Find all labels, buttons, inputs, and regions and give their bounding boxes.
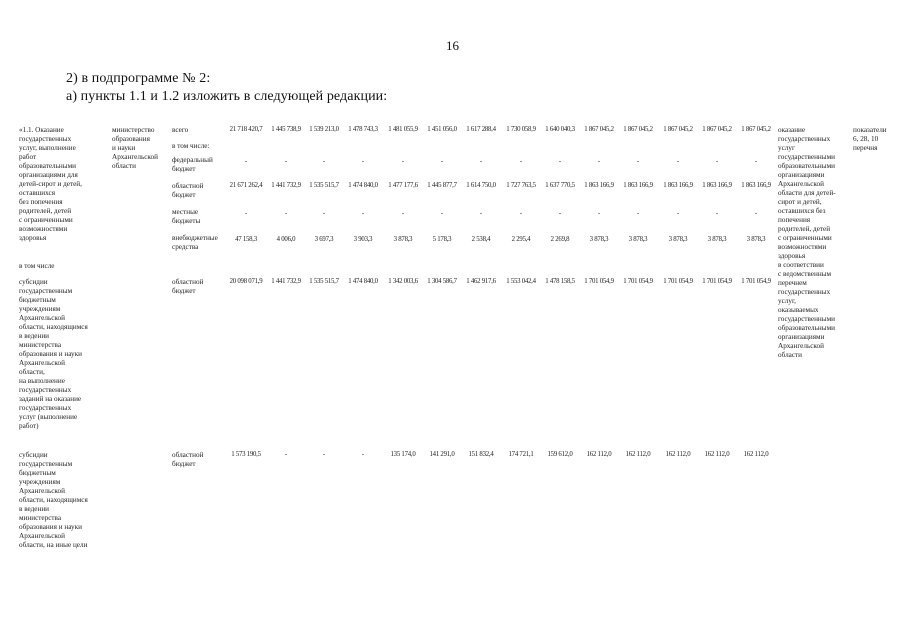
row1-extrabudgetary-cell: 5 178,3 [432, 236, 452, 243]
row1-total-cell: 1 445 738,9 [271, 126, 301, 133]
row2-cell: 1 701 054,9 [702, 278, 732, 285]
row3-cell: - [361, 451, 365, 458]
row1-federal-cell: - [244, 158, 248, 165]
row3-cell: 162 112,0 [743, 451, 769, 458]
row1-name: «1.1. Оказание государственных услуг, выполнение работ образовательными организациями для детей-сирот и детей, оставшихся без попечения родителей, детей с ограниченными возможностями здоровья [19, 126, 82, 242]
row1-total-cell: 1 539 213,0 [309, 126, 339, 133]
row1-source-including: в том числе: [172, 142, 210, 150]
row1-total-cell: 1 867 045,2 [663, 126, 693, 133]
row1-total-cell: 1 451 056,0 [427, 126, 457, 133]
row1-extrabudgetary-cell: 3 878,3 [668, 236, 688, 243]
row1-local-cell: - [636, 210, 640, 217]
row1-federal-cell: - [754, 158, 758, 165]
row1-total-cell: 1 867 045,2 [584, 126, 614, 133]
row1-extrabudgetary-cell: 3 903,3 [353, 236, 373, 243]
row1-regional-cell: 1 863 166,9 [741, 182, 771, 189]
row1-local-cell: - [597, 210, 601, 217]
row3-source: областной бюджет [172, 451, 204, 468]
row3-cell: 162 112,0 [704, 451, 730, 458]
row3-cell: - [284, 451, 288, 458]
row3-cell: 162 112,0 [586, 451, 612, 458]
row1-indicators: показатели 6, 28, 10 перечня [853, 126, 887, 152]
row1-regional-cell: 1 863 166,9 [584, 182, 614, 189]
row2-cell: 1 701 054,9 [741, 278, 771, 285]
row1-federal-cell: - [284, 158, 288, 165]
row2-cell: 1 701 054,9 [623, 278, 653, 285]
row1-regional-cell: 21 671 262,4 [229, 182, 263, 189]
row3-cell: 162 112,0 [625, 451, 651, 458]
row1-local-cell: - [676, 210, 680, 217]
row2-cell: 1 304 586,7 [427, 278, 457, 285]
row2-cell: 1 478 158,5 [545, 278, 575, 285]
row2-cell: 1 701 054,9 [584, 278, 614, 285]
row3-name: субсидии государственным бюджетным учреждениям Архангельской области, находящимся в ведении министерства образования и науки Архангельской области, на иные цели [19, 451, 88, 549]
row2-name: субсидии государственным бюджетным учреждениям Архангельской области, находящимся в ведении министерства образования и науки Архангельской области, на выполнение государственных заданий на оказание государственных услуг (выполнение работ) [19, 278, 88, 430]
row3-cell: 151 832,4 [468, 451, 494, 458]
row1-federal-cell: - [401, 158, 405, 165]
row1-extrabudgetary-cell: 3 878,3 [746, 236, 766, 243]
row3-cell: - [322, 451, 326, 458]
row1-total-cell: 1 617 288,4 [466, 126, 496, 133]
row2-cell: 1 342 003,6 [388, 278, 418, 285]
row1-local-cell: - [519, 210, 523, 217]
row1-total-cell: 1 640 040,3 [545, 126, 575, 133]
row1-regional-cell: 1 445 877,7 [427, 182, 457, 189]
row1-local-cell: - [361, 210, 365, 217]
row1-total-cell: 1 867 045,2 [702, 126, 732, 133]
row1-extrabudgetary-cell: 3 878,3 [393, 236, 413, 243]
row1-regional-cell: 1 863 166,9 [663, 182, 693, 189]
row1-total-cell: 1 730 058,9 [506, 126, 536, 133]
row1-local-cell: - [754, 210, 758, 217]
row1-source-local: местные бюджеты [172, 208, 201, 225]
row1-regional-cell: 1 474 840,0 [348, 182, 378, 189]
row1-regional-cell: 1 477 177,6 [388, 182, 418, 189]
row1-local-cell: - [558, 210, 562, 217]
row1-federal-cell: - [636, 158, 640, 165]
row2-cell: 1 553 042,4 [506, 278, 536, 285]
row1-local-cell: - [401, 210, 405, 217]
row2-cell: 1 474 840,0 [348, 278, 378, 285]
row1-federal-cell: - [479, 158, 483, 165]
row3-cell: 135 174,0 [390, 451, 416, 458]
row1-extrabudgetary-cell: 3 878,3 [707, 236, 727, 243]
row1-extrabudgetary-cell: 2 295,4 [511, 236, 531, 243]
row1-federal-cell: - [715, 158, 719, 165]
row1-local-cell: - [440, 210, 444, 217]
row1-total-cell: 1 478 743,3 [348, 126, 378, 133]
heading-subprogram: 2) в подпрограмме № 2: [66, 71, 211, 86]
row1-extrabudgetary-cell: 3 878,3 [589, 236, 609, 243]
row1-local-cell: - [479, 210, 483, 217]
row1-federal-cell: - [519, 158, 523, 165]
row2-source: областной бюджет [172, 278, 204, 295]
row1-regional-cell: 1 637 770,5 [545, 182, 575, 189]
row3-cell: 1 573 190,5 [231, 451, 261, 458]
row1-total-cell: 1 867 045,2 [623, 126, 653, 133]
row1-total-cell: 21 718 420,7 [229, 126, 263, 133]
row1-result: оказание государственных услуг государственными образовательными организациями Архангельской области для детей- сирот и детей, оставшихся без попечения родителей, детей с ограниченными возможностями здоровья в соответствии с ведомственным перечнем государственных услуг, оказываемых государственными образовательными организациями Архангельской области [778, 126, 836, 359]
row3-cell: 159 612,0 [547, 451, 573, 458]
row1-extrabudgetary-cell: 3 697,3 [314, 236, 334, 243]
row1-source-extrabudgetary: внебюджетные средства [172, 234, 218, 251]
row1-local-cell: - [244, 210, 248, 217]
row1-executor: министерство образования и науки Архангельской области [112, 126, 158, 170]
row1-local-cell: - [715, 210, 719, 217]
row1-regional-cell: 1 535 515,7 [309, 182, 339, 189]
row1-total-cell: 1 867 045,2 [741, 126, 771, 133]
row1-source-regional: областной бюджет [172, 182, 204, 199]
row2-cell: 1 462 917,6 [466, 278, 496, 285]
row1-extrabudgetary-cell: 4 006,0 [276, 236, 296, 243]
row2-cell: 1 701 054,9 [663, 278, 693, 285]
row1-source-total: всего [172, 126, 189, 134]
row3-cell: 174 721,1 [508, 451, 534, 458]
row1-federal-cell: - [558, 158, 562, 165]
row1-extrabudgetary-cell: 2 538,4 [471, 236, 491, 243]
row1-extrabudgetary-cell: 47 158,3 [235, 236, 257, 243]
heading-items: а) пункты 1.1 и 1.2 изложить в следующей редакции: [66, 89, 388, 104]
row1-source-federal: федеральный бюджет [172, 156, 213, 173]
row2-cell: 20 098 071,9 [229, 278, 263, 285]
row1-regional-cell: 1 614 750,0 [466, 182, 496, 189]
row3-cell: 162 112,0 [665, 451, 691, 458]
row1-local-cell: - [284, 210, 288, 217]
row1-regional-cell: 1 441 732,9 [271, 182, 301, 189]
row2-cell: 1 535 515,7 [309, 278, 339, 285]
row1-federal-cell: - [440, 158, 444, 165]
row1-extrabudgetary-cell: 2 269,8 [550, 236, 570, 243]
page-number: 16 [446, 38, 459, 53]
row1-federal-cell: - [597, 158, 601, 165]
row1-regional-cell: 1 863 166,9 [702, 182, 732, 189]
row2-cell: 1 441 732,9 [271, 278, 301, 285]
row3-cell: 141 291,0 [429, 451, 455, 458]
row1-total-cell: 1 481 055,9 [388, 126, 418, 133]
in-that-number-label: в том числе [19, 262, 55, 270]
row1-extrabudgetary-cell: 3 878,3 [628, 236, 648, 243]
row1-federal-cell: - [322, 158, 326, 165]
row1-regional-cell: 1 863 166,9 [623, 182, 653, 189]
row1-federal-cell: - [361, 158, 365, 165]
row1-federal-cell: - [676, 158, 680, 165]
row1-local-cell: - [322, 210, 326, 217]
row1-regional-cell: 1 727 763,5 [506, 182, 536, 189]
